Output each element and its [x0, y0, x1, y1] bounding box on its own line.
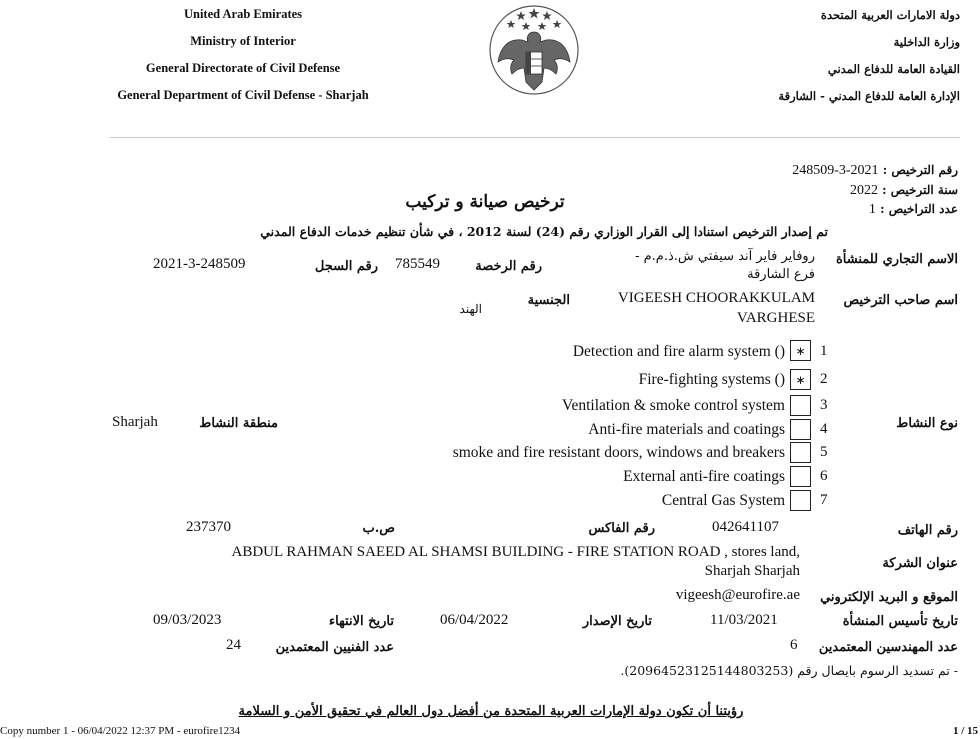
activity-item-number: 4	[820, 421, 828, 437]
activity-item-number: 6	[820, 468, 828, 484]
activity-item-text: Detection and fire alarm system ()	[572, 343, 785, 360]
header-ar-line-4: الإدارة العامة للدفاع المدني - الشارقة	[778, 89, 960, 103]
activity-item-number: 1	[820, 343, 828, 359]
activity-area-value: Sharjah	[112, 414, 158, 430]
issue-date-label: تاريخ الإصدار	[582, 614, 652, 629]
header-ar-line-2: وزارة الداخلية	[893, 35, 960, 49]
trade-name-label: الاسم التجاري للمنشأة	[836, 252, 958, 267]
activity-checkbox[interactable]	[790, 466, 811, 487]
owner-label: اسم صاحب الترخيص	[843, 293, 958, 308]
owner-name-line2: VARGHESE	[736, 310, 815, 326]
license-no-label: رقم الرخصة	[475, 259, 542, 274]
activity-checkbox[interactable]: ∗	[790, 340, 811, 361]
activity-item-number: 3	[820, 397, 828, 413]
engineers-value: 6	[790, 637, 798, 653]
expiry-date-value: 09/03/2023	[153, 612, 222, 628]
technicians-value: 24	[226, 637, 241, 653]
activity-item-text: smoke and fire resistant doors, windows and breakers	[452, 444, 785, 461]
owner-name-line1: VIGEESH CHOORAKKULAM	[617, 290, 815, 306]
license-count-label: عدد التراخيص :	[880, 202, 958, 216]
registry-value: 2021-3-248509	[153, 256, 246, 272]
registry-label: رقم السجل	[314, 259, 378, 274]
trade-name-value: روفاير فاير آند سيفتي ش.ذ.م.م - فرع الشارقة	[635, 249, 815, 282]
activity-item-number: 2	[820, 371, 828, 387]
email-value[interactable]: vigeesh@eurofire.ae	[675, 587, 800, 603]
founded-date-label: تاريخ تأسيس المنشأة	[842, 614, 958, 629]
fees-note: - تم تسديد الرسوم بايصال رقم (20964523125144803253).	[620, 663, 958, 678]
license-year-row	[850, 183, 958, 199]
activity-item-number: 7	[820, 492, 828, 508]
activity-item-number: 5	[820, 444, 828, 460]
license-number-value: 2021-3-248509	[792, 163, 879, 178]
license-count-row	[869, 202, 958, 218]
header-en-line-2: Ministry of Interior	[190, 34, 296, 48]
address-label: عنوان الشركة	[882, 556, 958, 571]
header-divider	[110, 137, 960, 138]
header-en-line-3: General Directorate of Civil Defense	[145, 61, 341, 75]
license-year-label: سنة الترخيص :	[882, 183, 958, 197]
license-year-value: 2022	[849, 183, 878, 198]
engineers-label: عدد المهندسين المعتمدين	[818, 640, 958, 655]
nationality-value: الهند	[459, 302, 482, 316]
activity-checkbox[interactable]	[790, 490, 811, 511]
header-en-line-1: United Arab Emirates	[183, 7, 303, 21]
expiry-date-label: تاريخ الانتهاء	[328, 614, 394, 629]
footer-copy-info: Copy number 1 - 06/04/2022 12:37 PM - eurofire1234	[0, 725, 241, 737]
activity-item-text: Ventilation & smoke control system	[561, 397, 785, 414]
uae-emblem-logo	[488, 2, 580, 98]
pobox-label: ص.ب	[362, 521, 395, 536]
header-en-line-4: General Department of Civil Defense - Sharjah	[117, 88, 369, 102]
activity-item-text: Anti-fire materials and coatings	[588, 421, 785, 438]
activity-checkbox[interactable]	[790, 419, 811, 440]
activity-label: نوع النشاط	[896, 416, 958, 431]
fax-label: رقم الفاكس	[588, 521, 655, 536]
pobox-value: 237370	[186, 519, 231, 535]
header-ar-line-3: القيادة العامة للدفاع المدني	[827, 62, 960, 76]
license-no-value: 785549	[395, 256, 440, 272]
technicians-label: عدد الفنيين المعتمدين	[275, 640, 394, 655]
address-line2: Sharjah Sharjah	[704, 563, 800, 579]
phone-value: 042641107	[712, 519, 779, 535]
page-indicator: 1 / 15	[952, 725, 978, 737]
activity-area-label: منطقة النشاط	[199, 416, 278, 431]
address-line1: ABDUL RAHMAN SAEED AL SHAMSI BUILDING - FIRE STATION ROAD , stores land,	[231, 544, 800, 560]
activity-item-text: Central Gas System	[661, 492, 785, 509]
document-subtitle: تم إصدار الترخيص استنادا إلى القرار الوزاري رقم (24) لسنة 2012 ، في شأن تنظيم خدمات الدفاع المدني	[260, 224, 828, 239]
vision-statement: رؤيتنا أن تكون دولة الإمارات العربية المتحدة من أفضل دول العالم في تحقيق الأمن و السلامة	[238, 704, 744, 719]
document-title: ترخيص صيانة و تركيب	[405, 192, 565, 212]
activity-checkbox[interactable]	[790, 395, 811, 416]
phone-label: رقم الهاتف	[897, 523, 958, 538]
issue-date-value: 06/04/2022	[440, 612, 509, 628]
license-number-label: رقم الترخيص :	[882, 163, 958, 177]
activity-item-text: External anti-fire coatings	[623, 468, 785, 485]
activity-checkbox[interactable]: ∗	[790, 369, 811, 390]
founded-date-value: 11/03/2021	[710, 612, 778, 628]
license-number-row	[792, 163, 958, 179]
activity-item-text: Fire-fighting systems ()	[638, 371, 785, 388]
nationality-label: الجنسية	[527, 293, 570, 308]
website-email-label: الموقع و البريد الإلكتروني	[820, 590, 958, 605]
license-count-value: 1	[868, 202, 876, 217]
header-ar-line-1: دولة الامارات العربية المتحدة	[820, 8, 960, 22]
activity-checkbox[interactable]	[790, 442, 811, 463]
